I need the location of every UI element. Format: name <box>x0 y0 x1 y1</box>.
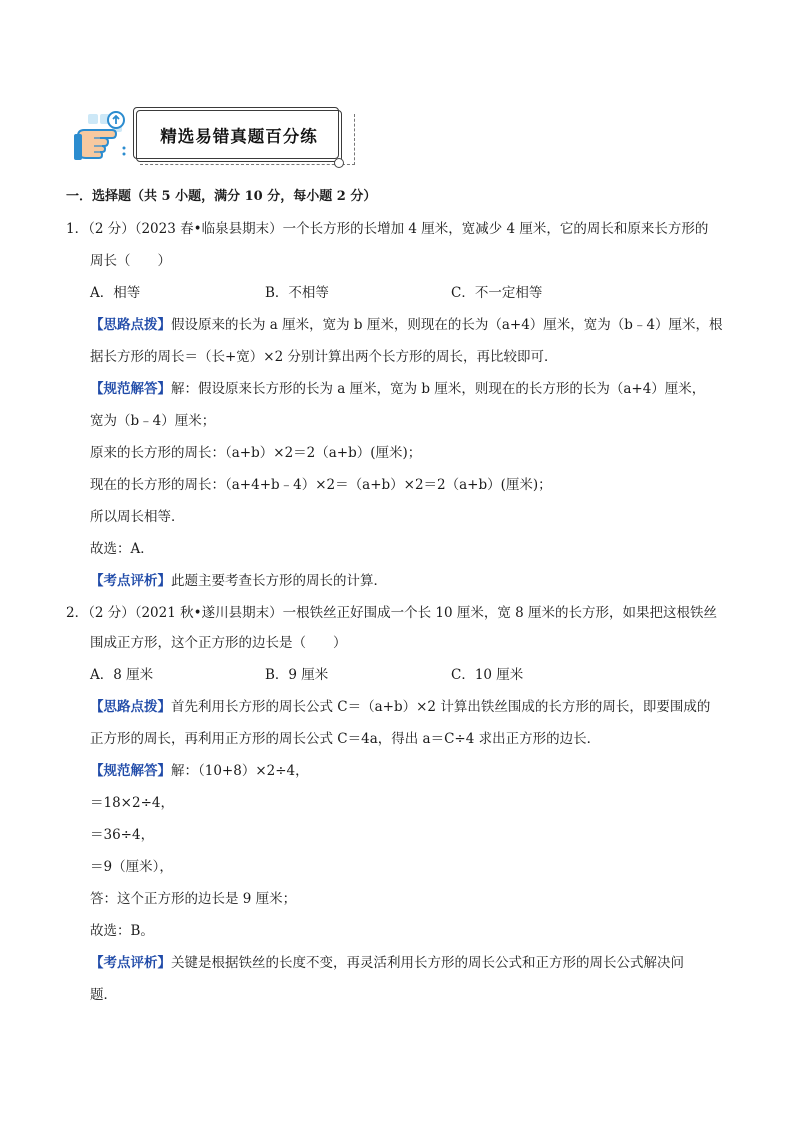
q1-option-a: A．相等 <box>90 285 141 301</box>
q2-option-a: A．8 厘米 <box>90 667 154 683</box>
q1-solution-line3: 原来的长方形的周长：（a+b）×2＝2（a+b）(厘米)； <box>90 445 422 461</box>
banner-frame <box>136 110 342 162</box>
q2-solution-text1: 解：（10+8）×2÷4， <box>171 763 309 779</box>
banner-title: 精选易错真题百分练 <box>160 127 318 146</box>
q1-option-b: B．不相等 <box>265 285 329 301</box>
q2-solution-line3: ＝36÷4， <box>90 827 155 843</box>
q2-analysis-tag: 【思路点拨】 <box>90 699 171 715</box>
q1-review-text: 此题主要考查长方形的周长的计算． <box>171 573 387 589</box>
q2-review-text1: 关键是根据铁丝的长度不变，再灵活利用长方形的周长公式和正方形的周长公式解决问 <box>171 955 684 971</box>
q2-analysis-line2: 正方形的周长，再利用正方形的周长公式 C＝4a，得出 a＝C÷4 求出正方形的边长． <box>90 731 601 747</box>
q1-analysis-line1 <box>90 316 723 334</box>
q2-review-tag: 【考点评析】 <box>90 955 171 971</box>
q2-option-c: C．10 厘米 <box>451 667 524 683</box>
section-heading: 一．选择题（共 5 小题，满分 10 分，每小题 2 分） <box>66 189 377 204</box>
q2-review-line2: 题． <box>90 987 117 1003</box>
q2-solution-line2: ＝18×2÷4， <box>90 795 174 811</box>
section-banner <box>74 106 354 166</box>
pointing-hand-icon <box>74 108 132 164</box>
q2-solution-tag: 【规范解答】 <box>90 763 171 779</box>
q1-stem-line2: 周长（ ） <box>90 253 171 269</box>
q1-solution-line6: 故选：A． <box>90 541 154 557</box>
q2-solution-line1 <box>90 762 309 780</box>
q1-analysis-line2: 据长方形的周长＝（长+宽）×2 分别计算出两个长方形的周长，再比较即可． <box>90 349 558 365</box>
q2-option-b: B．9 厘米 <box>265 667 329 683</box>
q1-stem-line1: 1．（2 分）（2023 春•临泉县期末）一个长方形的长增加 4 厘米，宽减少 4 厘米，它的周长和原来长方形的 <box>66 221 709 237</box>
q1-option-c: C．不一定相等 <box>451 285 543 301</box>
q1-solution-line4: 现在的长方形的周长：（a+4+b﹣4）×2＝（a+b）×2＝2（a+b）(厘米)； <box>90 477 552 493</box>
q1-solution-tag: 【规范解答】 <box>90 381 171 397</box>
q2-solution-line6: 故选：B。 <box>90 923 154 939</box>
q2-solution-line5: 答：这个正方形的边长是 9 厘米； <box>90 891 297 907</box>
q2-analysis-text1: 首先利用长方形的周长公式 C＝（a+b）×2 计算出铁丝围成的长方形的周长，即要围成的 <box>171 699 711 715</box>
q1-solution-line1 <box>90 380 705 398</box>
q1-review-tag: 【考点评析】 <box>90 573 171 589</box>
q2-solution-line4: ＝9（厘米）， <box>90 859 173 875</box>
q1-analysis-text1: 假设原来的长为 a 厘米，宽为 b 厘米，则现在的长为（a+4）厘米，宽为（b﹣4）厘米，根 <box>171 317 723 333</box>
q1-solution-text1: 解：假设原来长方形的长为 a 厘米，宽为 b 厘米，则现在的长方形的长为（a+4）厘米， <box>171 381 706 397</box>
q1-review-line <box>90 572 387 590</box>
q2-stem-line2: 围成正方形，这个正方形的边长是（ ） <box>90 635 347 651</box>
q1-solution-line5: 所以周长相等． <box>90 509 185 525</box>
q2-analysis-line1 <box>90 698 710 716</box>
q2-review-line1 <box>90 954 684 972</box>
q2-stem-line1: 2．（2 分）（2021 秋•遂川县期末）一根铁丝正好围成一个长 10 厘米，宽 8 厘米的长方形，如果把这根铁丝 <box>66 605 718 621</box>
q1-analysis-tag: 【思路点拨】 <box>90 317 171 333</box>
banner-corner-dot <box>334 158 344 168</box>
q1-solution-line2: 宽为（b﹣4）厘米； <box>90 413 216 429</box>
